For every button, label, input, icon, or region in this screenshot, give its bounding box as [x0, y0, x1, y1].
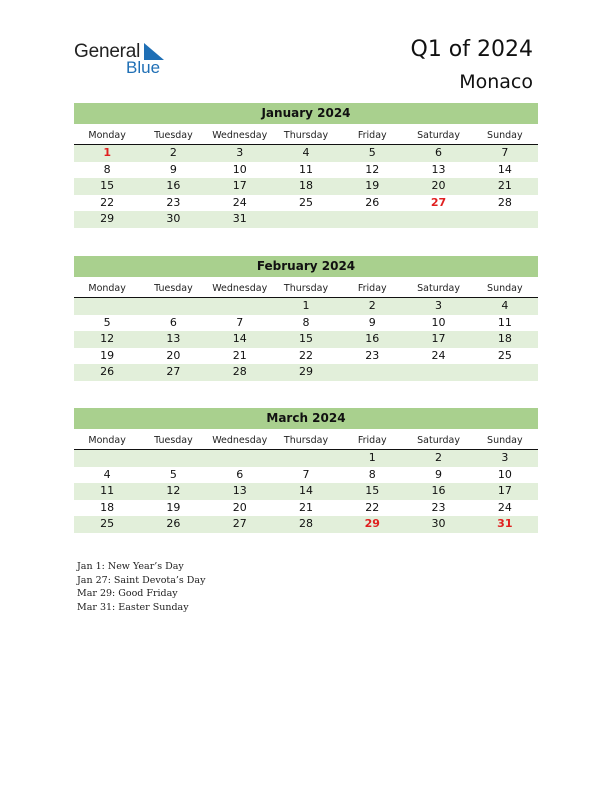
- day-cell: 29: [364, 517, 380, 531]
- day-cell: 4: [103, 467, 111, 481]
- weekday-label: Tuesday: [154, 130, 193, 141]
- day-cell: 26: [166, 517, 181, 531]
- week-row: [74, 195, 538, 212]
- empty-day-cell: [140, 298, 206, 315]
- day-cell: 4: [302, 146, 310, 159]
- day-cell: 21: [497, 179, 512, 193]
- month-january: [74, 103, 538, 228]
- day-cell: 8: [103, 162, 111, 176]
- weekday-label: Sunday: [487, 283, 523, 294]
- day-cell: 11: [298, 162, 313, 176]
- day-cell: 28: [232, 365, 247, 379]
- weekday-label: Monday: [88, 435, 126, 446]
- day-cell: 7: [501, 146, 509, 159]
- day-cell: 21: [232, 348, 247, 362]
- day-cell: 16: [166, 179, 181, 193]
- week-row: [74, 467, 538, 484]
- day-cell: 11: [497, 315, 512, 329]
- day-cell: 20: [431, 179, 446, 193]
- day-cell: 29: [100, 212, 115, 226]
- day-cell: 30: [166, 212, 181, 226]
- day-cell: 12: [166, 484, 181, 498]
- week-row: [74, 178, 538, 195]
- day-cell: 14: [497, 162, 512, 176]
- day-cell: 22: [365, 500, 380, 514]
- day-cell: 11: [100, 484, 115, 498]
- holiday-note: Jan 1: New Year’s Day: [77, 561, 184, 572]
- month-grid: [74, 298, 538, 381]
- day-cell: 18: [298, 179, 313, 193]
- day-cell: 7: [302, 467, 310, 481]
- empty-day-cell: [339, 364, 405, 381]
- day-cell: 26: [100, 365, 115, 379]
- day-cell: 5: [169, 467, 177, 481]
- day-cell: 9: [435, 467, 443, 481]
- holiday-notes: [77, 560, 205, 614]
- day-cell: 15: [100, 179, 115, 193]
- weekday-row: [74, 280, 538, 298]
- day-cell: 19: [166, 500, 181, 514]
- weekday-row: [74, 127, 538, 145]
- week-row: [74, 298, 538, 315]
- day-cell: 24: [232, 195, 247, 209]
- day-cell: 6: [435, 146, 443, 159]
- day-cell: 21: [298, 500, 313, 514]
- day-cell: 25: [497, 348, 512, 362]
- day-cell: 24: [497, 500, 512, 514]
- month-header: January 2024: [74, 103, 538, 124]
- day-cell: 27: [430, 195, 447, 209]
- empty-day-cell: [405, 211, 471, 228]
- day-cell: 10: [497, 467, 512, 481]
- logo-text-blue: Blue: [126, 58, 161, 77]
- weekday-label: Monday: [88, 283, 126, 294]
- day-cell: 4: [501, 299, 509, 312]
- logo-text-general: General: [74, 41, 141, 62]
- day-cell: 23: [166, 195, 181, 209]
- day-cell: 17: [497, 484, 512, 498]
- day-cell: 1: [103, 146, 111, 159]
- weekday-label: Sunday: [487, 130, 523, 141]
- day-cell: 24: [431, 348, 446, 362]
- day-cell: 8: [368, 467, 376, 481]
- page-title: Q1 of 2024: [410, 37, 533, 62]
- day-cell: 1: [302, 299, 310, 312]
- empty-day-cell: [207, 450, 273, 467]
- day-cell: 31: [497, 517, 513, 531]
- day-cell: 5: [368, 146, 376, 159]
- day-cell: 27: [166, 365, 181, 379]
- weekday-label: Thursday: [283, 283, 329, 294]
- day-cell: 17: [431, 332, 446, 346]
- empty-day-cell: [472, 211, 538, 228]
- empty-day-cell: [74, 450, 140, 467]
- empty-day-cell: [273, 211, 339, 228]
- day-cell: 9: [368, 315, 376, 329]
- day-cell: 10: [431, 315, 446, 329]
- empty-day-cell: [74, 298, 140, 315]
- weekday-label: Wednesday: [212, 435, 268, 446]
- day-cell: 5: [103, 315, 111, 329]
- day-cell: 22: [100, 195, 115, 209]
- day-cell: 28: [298, 517, 313, 531]
- week-row: [74, 331, 538, 348]
- day-cell: 29: [298, 365, 313, 379]
- day-cell: 6: [236, 467, 244, 481]
- day-cell: 13: [431, 162, 446, 176]
- day-cell: 1: [368, 451, 376, 464]
- week-row: [74, 483, 538, 500]
- weekday-label: Friday: [357, 283, 387, 294]
- month-header: February 2024: [74, 256, 538, 277]
- day-cell: 12: [365, 162, 380, 176]
- day-cell: 19: [365, 179, 380, 193]
- weekday-label: Tuesday: [154, 283, 193, 294]
- weekday-label: Thursday: [283, 435, 329, 446]
- day-cell: 25: [298, 195, 313, 209]
- empty-day-cell: [472, 364, 538, 381]
- day-cell: 30: [431, 517, 446, 531]
- page-subtitle: Monaco: [459, 71, 533, 93]
- week-row: [74, 145, 538, 162]
- day-cell: 3: [236, 146, 244, 159]
- week-row: [74, 364, 538, 381]
- month-march: [74, 408, 538, 533]
- day-cell: 7: [236, 315, 244, 329]
- day-cell: 23: [365, 348, 380, 362]
- day-cell: 3: [501, 451, 509, 464]
- day-cell: 17: [232, 179, 247, 193]
- weekday-label: Monday: [88, 130, 126, 141]
- holiday-note: Jan 27: Saint Devota’s Day: [77, 574, 206, 586]
- day-cell: 31: [232, 212, 247, 226]
- day-cell: 28: [497, 195, 512, 209]
- month-grid: [74, 450, 538, 533]
- empty-day-cell: [140, 450, 206, 467]
- week-row: [74, 315, 538, 332]
- week-row: [74, 162, 538, 179]
- day-cell: 16: [365, 332, 380, 346]
- day-cell: 20: [166, 348, 181, 362]
- day-cell: 22: [298, 348, 313, 362]
- week-row: [74, 450, 538, 467]
- day-cell: 10: [232, 162, 247, 176]
- weekday-label: Sunday: [487, 435, 523, 446]
- day-cell: 14: [232, 332, 247, 346]
- month-header: March 2024: [74, 408, 538, 429]
- weekday-label: Friday: [357, 130, 387, 141]
- weekday-label: Wednesday: [212, 130, 268, 141]
- day-cell: 15: [298, 332, 313, 346]
- logo: [74, 41, 174, 77]
- day-cell: 18: [100, 500, 115, 514]
- week-row: [74, 348, 538, 365]
- day-cell: 16: [431, 484, 446, 498]
- day-cell: 6: [169, 315, 177, 329]
- month-february: [74, 256, 538, 381]
- day-cell: 26: [365, 195, 380, 209]
- holiday-note: Mar 29: Good Friday: [77, 588, 178, 599]
- day-cell: 19: [100, 348, 115, 362]
- day-cell: 2: [435, 451, 443, 464]
- day-cell: 23: [431, 500, 446, 514]
- weekday-label: Saturday: [417, 130, 460, 141]
- holiday-note: Mar 31: Easter Sunday: [77, 601, 189, 613]
- day-cell: 13: [166, 332, 181, 346]
- day-cell: 12: [100, 332, 115, 346]
- day-cell: 18: [497, 332, 512, 346]
- weekday-row: [74, 432, 538, 450]
- empty-day-cell: [339, 211, 405, 228]
- day-cell: 8: [302, 315, 310, 329]
- day-cell: 14: [298, 484, 313, 498]
- day-cell: 25: [100, 517, 115, 531]
- week-row: [74, 516, 538, 533]
- weekday-label: Saturday: [417, 283, 460, 294]
- day-cell: 27: [232, 517, 247, 531]
- week-row: [74, 500, 538, 517]
- day-cell: 20: [232, 500, 247, 514]
- day-cell: 13: [232, 484, 247, 498]
- weekday-label: Saturday: [417, 435, 460, 446]
- weekday-label: Thursday: [283, 130, 329, 141]
- day-cell: 2: [169, 146, 177, 159]
- weekday-label: Friday: [357, 435, 387, 446]
- day-cell: 15: [365, 484, 380, 498]
- empty-day-cell: [207, 298, 273, 315]
- empty-day-cell: [405, 364, 471, 381]
- empty-day-cell: [273, 450, 339, 467]
- weekday-label: Wednesday: [212, 283, 268, 294]
- day-cell: 2: [368, 299, 376, 312]
- month-grid: [74, 145, 538, 228]
- weekday-label: Tuesday: [154, 435, 193, 446]
- week-row: [74, 211, 538, 228]
- day-cell: 3: [435, 299, 443, 312]
- day-cell: 9: [169, 162, 177, 176]
